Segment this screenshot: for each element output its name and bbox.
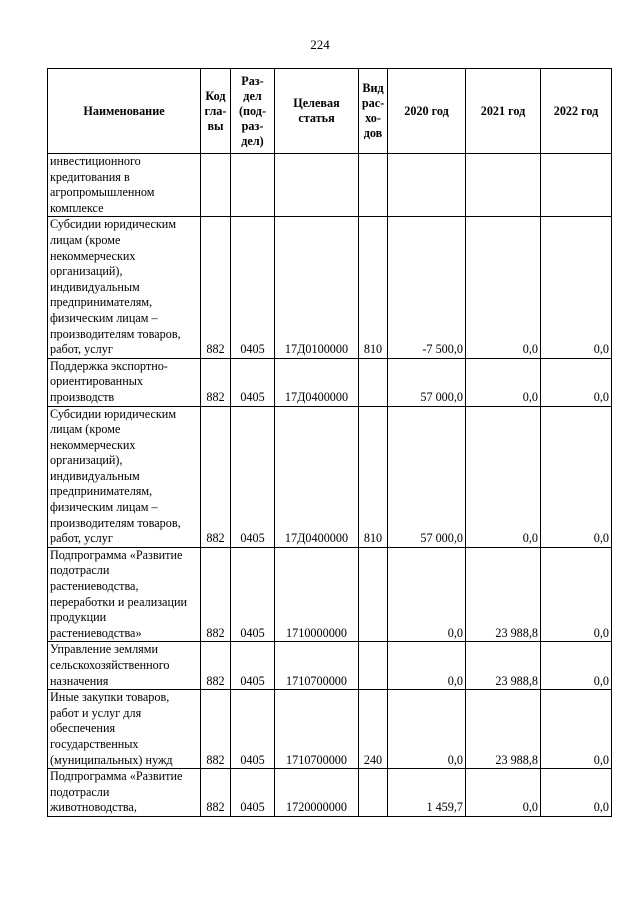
- row-name-cell: Подпрограмма «Развитие подотрасли растениеводства, переработки и реализации продукции растениеводства»: [48, 547, 201, 642]
- header-section: [231, 69, 275, 154]
- row-section-cell: 0405: [231, 217, 275, 358]
- header-section-line: (под-: [238, 103, 267, 118]
- table-row: [48, 217, 612, 358]
- row-kind-cell: [359, 769, 388, 817]
- row-2021-cell: 0,0: [466, 217, 541, 358]
- row-2022-cell: 0,0: [541, 547, 612, 642]
- row-kind-cell: 240: [359, 690, 388, 769]
- row-2021-cell: [466, 154, 541, 217]
- row-target-cell: 17Д0400000: [275, 358, 359, 406]
- row-kind-cell: [359, 547, 388, 642]
- header-kind-line: хо-: [365, 111, 381, 125]
- row-section-cell: 0405: [231, 642, 275, 690]
- header-target: [275, 69, 359, 154]
- row-2021-cell: 23 988,8: [466, 642, 541, 690]
- table-row: [48, 642, 612, 690]
- row-2021-cell: 23 988,8: [466, 690, 541, 769]
- row-name-cell: Субсидии юридическим лицам (кроме некоммерческих организаций), индивидуальным предпринимателям, физическим лицам – производителям товаров, работ, услуг: [48, 406, 201, 547]
- row-kind-cell: 810: [359, 217, 388, 358]
- header-kind-line: рас-: [361, 96, 385, 110]
- row-target-cell: 1710000000: [275, 547, 359, 642]
- row-code-cell: 882: [201, 547, 231, 642]
- row-code-cell: [201, 154, 231, 217]
- row-name-cell: Иные закупки товаров, работ и услуг для обеспечения государственных (муниципальных) нужд: [48, 690, 201, 769]
- header-year-2021: 2021 год: [466, 69, 541, 154]
- header-section-line: дел): [241, 133, 264, 148]
- row-2020-cell: -7 500,0: [388, 217, 466, 358]
- row-2022-cell: [541, 154, 612, 217]
- table-row: [48, 690, 612, 769]
- row-target-cell: 1710700000: [275, 690, 359, 769]
- row-name-cell: Подпрограмма «Развитие подотрасли животноводства,: [48, 769, 201, 817]
- row-section-cell: 0405: [231, 358, 275, 406]
- row-name-cell: Субсидии юридическим лицам (кроме некоммерческих организаций), индивидуальным предпринимателям, физическим лицам – производителям товаров, работ, услуг: [48, 217, 201, 358]
- header-kind: [359, 69, 388, 154]
- header-kind-line: Вид: [362, 81, 384, 95]
- table-row: [48, 358, 612, 406]
- table-row: [48, 406, 612, 547]
- row-2022-cell: 0,0: [541, 642, 612, 690]
- row-target-cell: 17Д0100000: [275, 217, 359, 358]
- row-2020-cell: [388, 154, 466, 217]
- row-2022-cell: 0,0: [541, 690, 612, 769]
- header-section-line: дел: [243, 88, 262, 103]
- row-code-cell: 882: [201, 642, 231, 690]
- table-row: [48, 154, 612, 217]
- row-2021-cell: 0,0: [466, 769, 541, 817]
- table-row: [48, 547, 612, 642]
- row-kind-cell: [359, 154, 388, 217]
- row-target-cell: 17Д0400000: [275, 406, 359, 547]
- row-code-cell: 882: [201, 690, 231, 769]
- row-code-cell: 882: [201, 406, 231, 547]
- row-2020-cell: 0,0: [388, 642, 466, 690]
- row-2022-cell: 0,0: [541, 406, 612, 547]
- header-section-line: Раз-: [241, 73, 264, 88]
- row-kind-cell: [359, 642, 388, 690]
- row-name-cell: Поддержка экспортно-ориентированных производств: [48, 358, 201, 406]
- header-kind-line: дов: [363, 126, 383, 140]
- header-code-line: гла-: [204, 103, 227, 118]
- table-header-row: [48, 69, 612, 154]
- row-section-cell: 0405: [231, 547, 275, 642]
- row-kind-cell: 810: [359, 406, 388, 547]
- row-name-cell: Управление землями сельскохозяйственного назначения: [48, 642, 201, 690]
- row-section-cell: 0405: [231, 769, 275, 817]
- header-code-line: Код: [205, 88, 226, 103]
- row-target-cell: 1720000000: [275, 769, 359, 817]
- header-target-line: Целевая: [293, 96, 340, 110]
- header-year-2020: 2020 год: [388, 69, 466, 154]
- row-2022-cell: 0,0: [541, 217, 612, 358]
- row-2021-cell: 0,0: [466, 406, 541, 547]
- table-row: [48, 769, 612, 817]
- row-kind-cell: [359, 358, 388, 406]
- row-target-cell: [275, 154, 359, 217]
- row-code-cell: 882: [201, 358, 231, 406]
- row-2020-cell: 0,0: [388, 547, 466, 642]
- row-2022-cell: 0,0: [541, 769, 612, 817]
- row-target-cell: 1710700000: [275, 642, 359, 690]
- row-section-cell: 0405: [231, 406, 275, 547]
- row-2020-cell: 0,0: [388, 690, 466, 769]
- row-code-cell: 882: [201, 769, 231, 817]
- header-section-line: раз-: [241, 118, 264, 133]
- row-code-cell: 882: [201, 217, 231, 358]
- header-code: [201, 69, 231, 154]
- header-name: Наименование: [48, 69, 201, 154]
- header-target-line: статья: [298, 111, 335, 125]
- row-2020-cell: 57 000,0: [388, 406, 466, 547]
- row-2020-cell: 1 459,7: [388, 769, 466, 817]
- budget-table: [47, 68, 612, 817]
- row-2020-cell: 57 000,0: [388, 358, 466, 406]
- row-section-cell: 0405: [231, 690, 275, 769]
- page-number: 224: [310, 37, 330, 52]
- row-section-cell: [231, 154, 275, 217]
- row-2021-cell: 23 988,8: [466, 547, 541, 642]
- row-2021-cell: 0,0: [466, 358, 541, 406]
- header-code-line: вы: [207, 118, 224, 133]
- row-name-cell: инвестиционного кредитования в агропромышленном комплексе: [48, 154, 201, 217]
- header-year-2022: 2022 год: [541, 69, 612, 154]
- row-2022-cell: 0,0: [541, 358, 612, 406]
